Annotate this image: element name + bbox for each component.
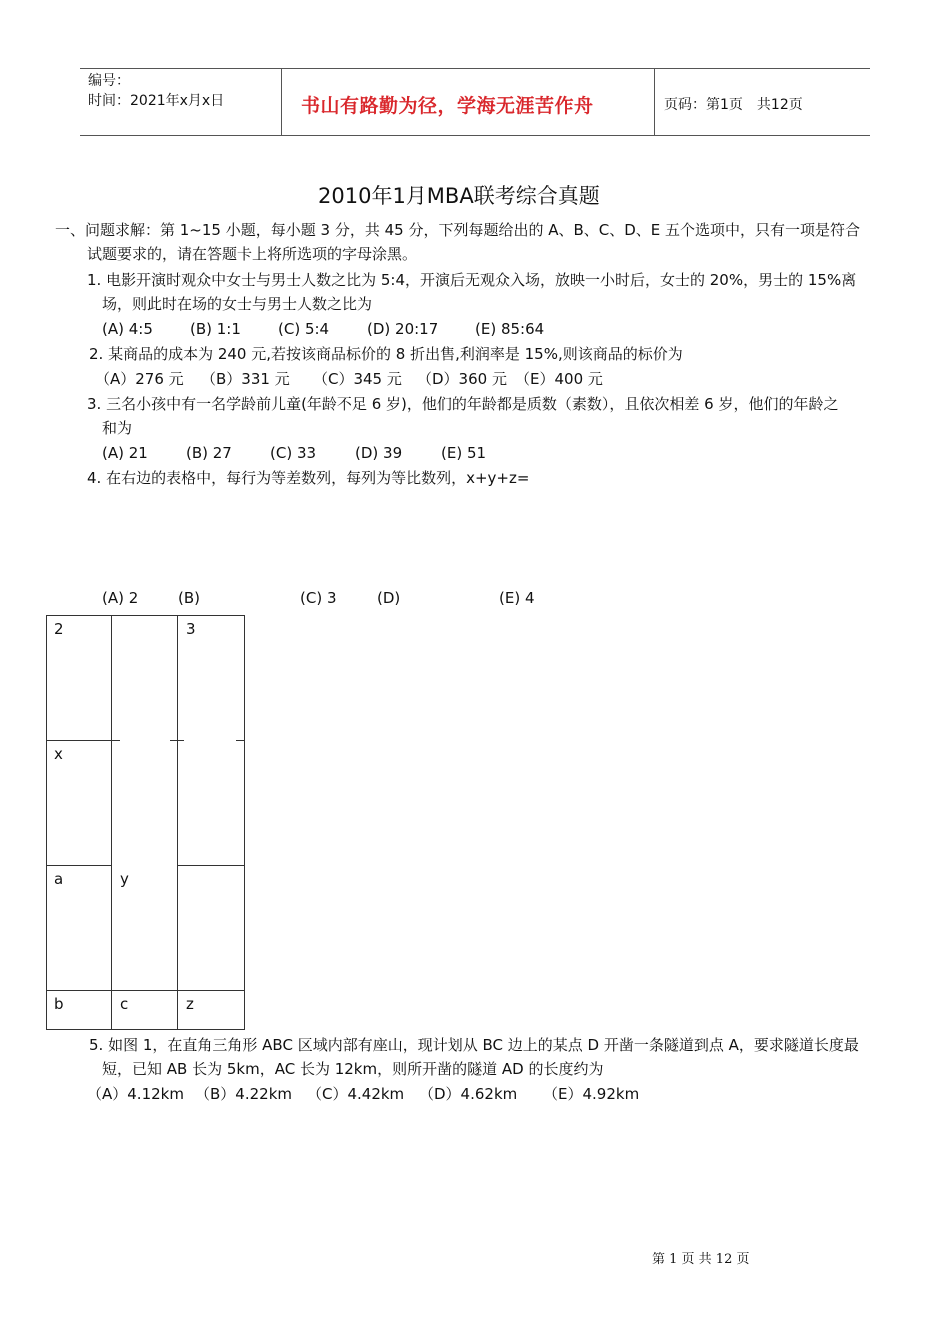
q5-option-d: （D）4.62km — [419, 1085, 518, 1103]
table-hline — [236, 740, 245, 741]
table-vline — [244, 615, 245, 1030]
q3-option-e: (E) 51 — [441, 444, 487, 462]
header-motto: 书山有路勤为径，学海无涯苦作舟 — [301, 95, 594, 117]
table-hline — [46, 990, 245, 991]
section-intro-line1: 一、问题求解：第 1~15 小题，每小题 3 分，共 45 分，下列每题给出的 A、B、C、D、E 五个选项中，只有一项是符合 — [55, 221, 861, 239]
q3-line1: 3. 三名小孩中有一名学龄前儿童(年龄不足 6 岁)，他们的年龄都是质数（素数），且依次相差 6 岁，他们的年龄之 — [87, 395, 839, 413]
header-bottom-border — [80, 135, 870, 136]
table-cell: y — [120, 870, 129, 888]
q5-option-e: （E）4.92km — [543, 1085, 640, 1103]
q1-option-a: (A) 4:5 — [102, 320, 153, 338]
table-cell: c — [120, 995, 129, 1013]
q5-line2: 短，已知 AB 长为 5km，AC 长为 12km，则所开凿的隧道 AD 的长度约为 — [102, 1060, 604, 1078]
q1-option-d: (D) 20:17 — [367, 320, 439, 338]
q2-option-d: （D）360 元 — [417, 370, 507, 388]
q4-option-d: (D) — [377, 589, 401, 607]
q3-option-d: (D) 39 — [355, 444, 403, 462]
q2-option-b: （B）331 元 — [201, 370, 290, 388]
q4-option-e: (E) 4 — [499, 589, 535, 607]
header-number-label: 编号： — [88, 73, 130, 89]
q2-option-c: （C）345 元 — [313, 370, 402, 388]
q2-line1: 2. 某商品的成本为 240 元,若按该商品标价的 8 折出售,利润率是 15%,则该商品的标价为 — [89, 345, 683, 363]
q4-line1: 4. 在右边的表格中，每行为等差数列，每列为等比数列，x+y+z= — [87, 469, 530, 487]
q4-option-c: (C) 3 — [300, 589, 337, 607]
table-vline — [111, 615, 112, 1030]
q1-line1: 1. 电影开演时观众中女士与男士人数之比为 5:4，开演后无观众入场，放映一小时后，女士的 20%，男士的 15%离 — [87, 271, 857, 289]
q4-option-a: (A) 2 — [102, 589, 139, 607]
header-page-info: 页码：第1页 共12页 — [664, 97, 803, 113]
table-hline — [46, 865, 112, 866]
q2-option-e: （E）400 元 — [515, 370, 603, 388]
table-vline — [177, 615, 178, 1030]
table-hline — [46, 740, 120, 741]
table-cell: b — [54, 995, 64, 1013]
header-divider-left — [281, 68, 282, 135]
q5-option-a: （A）4.12km — [87, 1085, 184, 1103]
q2-option-a: （A）276 元 — [95, 370, 184, 388]
q3-line2: 和为 — [102, 419, 133, 437]
q5-option-b: （B）4.22km — [195, 1085, 292, 1103]
table-cell: 2 — [54, 620, 64, 638]
table-cell: 3 — [186, 620, 196, 638]
q5-option-c: （C）4.42km — [307, 1085, 405, 1103]
q5-line1: 5. 如图 1，在直角三角形 ABC 区域内部有座山，现计划从 BC 边上的某点 D 开凿一条隧道到点 A，要求隧道长度最 — [89, 1036, 859, 1054]
table-hline — [177, 865, 245, 866]
header-date-label: 时间：2021年x月x日 — [88, 93, 225, 109]
q3-option-a: (A) 21 — [102, 444, 148, 462]
table-hline — [46, 1029, 245, 1030]
q1-option-b: (B) 1:1 — [190, 320, 241, 338]
page-footer: 第 1 页 共 12 页 — [652, 1252, 750, 1267]
header-top-border — [80, 68, 870, 69]
section-intro-line2: 试题要求的，请在答题卡上将所选项的字母涂黑。 — [87, 245, 418, 263]
table-cell: x — [54, 745, 63, 763]
q3-option-c: (C) 33 — [270, 444, 317, 462]
q1-option-e: (E) 85:64 — [475, 320, 545, 338]
table-cell: a — [54, 870, 64, 888]
table-cell: z — [186, 995, 194, 1013]
header-divider-right — [654, 68, 655, 135]
table-hline — [170, 740, 184, 741]
table-hline — [46, 615, 245, 616]
q1-option-c: (C) 5:4 — [278, 320, 330, 338]
page-title: 2010年1月MBA联考综合真题 — [318, 184, 600, 208]
q4-option-b: (B) — [178, 589, 200, 607]
q3-option-b: (B) 27 — [186, 444, 232, 462]
q1-line2: 场，则此时在场的女士与男士人数之比为 — [102, 295, 373, 313]
table-vline — [46, 615, 47, 1030]
